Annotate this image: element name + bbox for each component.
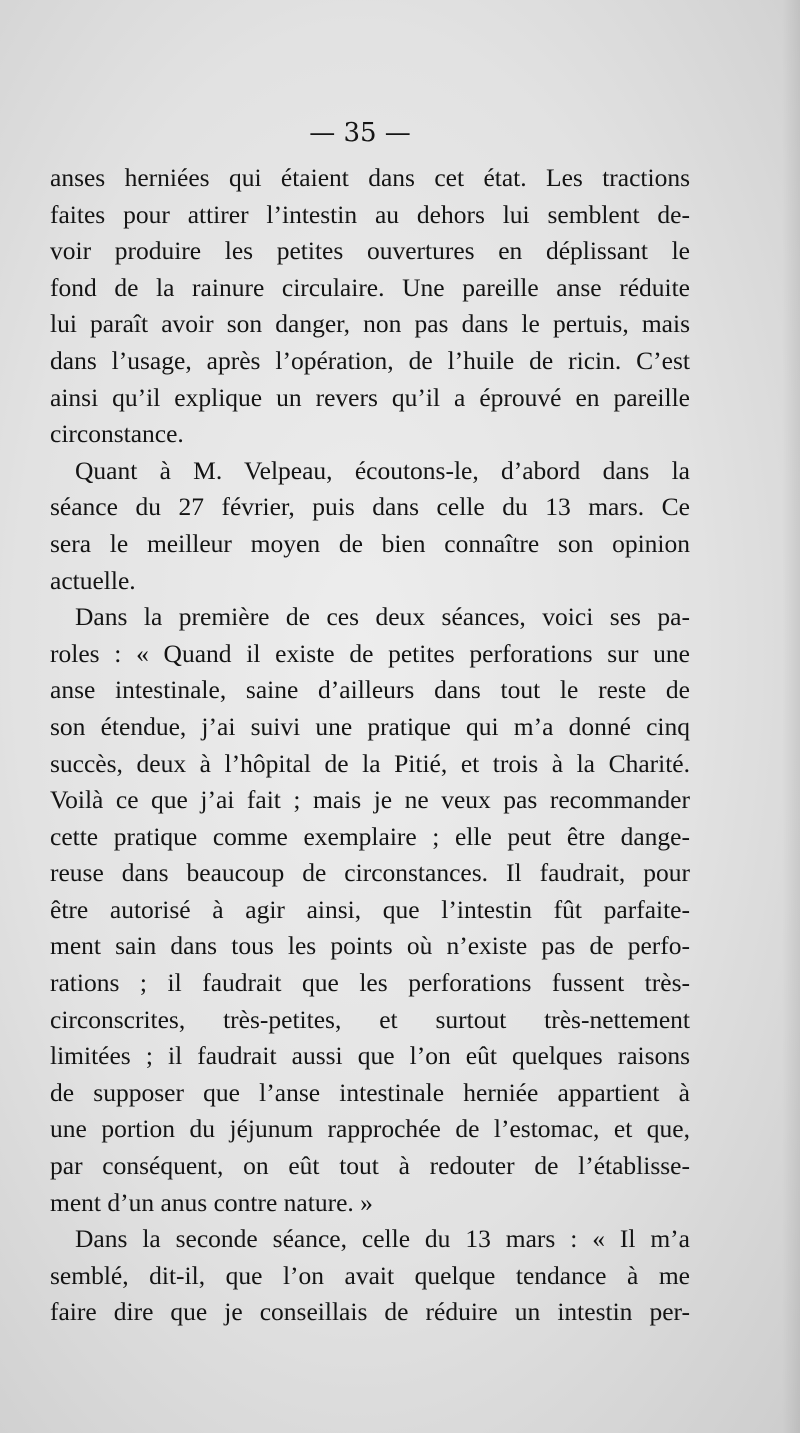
- text-line: anses herniées qui étaient dans cet état. Les tractions: [50, 163, 690, 192]
- text-line: ment d’un anus contre nature. »: [50, 1187, 373, 1217]
- text-line: faites pour attirer l’intestin au dehors lui semblent de-: [50, 199, 690, 229]
- text-line: sera le meilleur moyen de bien connaître son opinion: [50, 528, 690, 558]
- text-line: semblé, dit-il, que l’on avait quelque tendance à me: [50, 1260, 690, 1290]
- text-line: Quant à M. Velpeau, écoutons-le, d’abord dans la: [75, 455, 690, 485]
- text-line: voir produire les petites ouvertures en déplissant le: [50, 236, 690, 266]
- text-line: ment sain dans tous les points où n’existe pas de perfo-: [50, 931, 690, 961]
- text-line: rations ; il faudrait que les perforations fussent très-: [50, 968, 690, 998]
- text-line: circonstance.: [50, 419, 184, 449]
- text-line: dans l’usage, après l’opération, de l’huile de ricin. C’est: [50, 345, 690, 375]
- page-number: — 35 —: [309, 118, 411, 148]
- text-line: roles : « Quand il existe de petites perforations sur une: [50, 638, 690, 668]
- text-line: séance du 27 février, puis dans celle du 13 mars. Ce: [50, 492, 690, 522]
- page-edge-shadow: [782, 0, 800, 1433]
- text-line: actuelle.: [50, 565, 136, 595]
- text-line: Dans la seconde séance, celle du 13 mars : « Il m’a: [75, 1224, 690, 1254]
- text-line: fond de la rainure circulaire. Une pareille anse réduite: [50, 272, 690, 302]
- text-line: par conséquent, on eût tout à redouter de l’établisse-: [50, 1151, 690, 1181]
- text-line: anse intestinale, saine d’ailleurs dans tout le reste de: [50, 675, 690, 705]
- text-line: limitées ; il faudrait aussi que l’on eût quelques raisons: [50, 1041, 690, 1071]
- text-line: Voilà ce que j’ai fait ; mais je ne veux pas recommander: [50, 785, 690, 815]
- text-line: son étendue, j’ai suivi une pratique qui m’a donné cinq: [50, 711, 690, 741]
- text-line: Dans la première de ces deux séances, voici ses pa-: [75, 602, 690, 632]
- text-line: de supposer que l’anse intestinale herniée appartient à: [50, 1077, 690, 1107]
- text-line: circonscrites, très-petites, et surtout très-nettement: [50, 1004, 690, 1034]
- text-line: reuse dans beaucoup de circonstances. Il faudrait, pour: [50, 858, 690, 888]
- text-line: ainsi qu’il explique un revers qu’il a éprouvé en pareille: [50, 382, 690, 412]
- text-line: lui paraît avoir son danger, non pas dans le pertuis, mais: [50, 309, 690, 339]
- text-line: succès, deux à l’hôpital de la Pitié, et trois à la Charité.: [50, 748, 690, 778]
- text-line: cette pratique comme exemplaire ; elle peut être dange-: [50, 821, 690, 851]
- text-line: une portion du jéjunum rapprochée de l’estomac, et que,: [50, 1114, 690, 1144]
- text-line: être autorisé à agir ainsi, que l’intestin fût parfaite-: [50, 894, 690, 924]
- body-text: [50, 160, 690, 1331]
- text-line: faire dire que je conseillais de réduire un intestin per-: [50, 1297, 690, 1327]
